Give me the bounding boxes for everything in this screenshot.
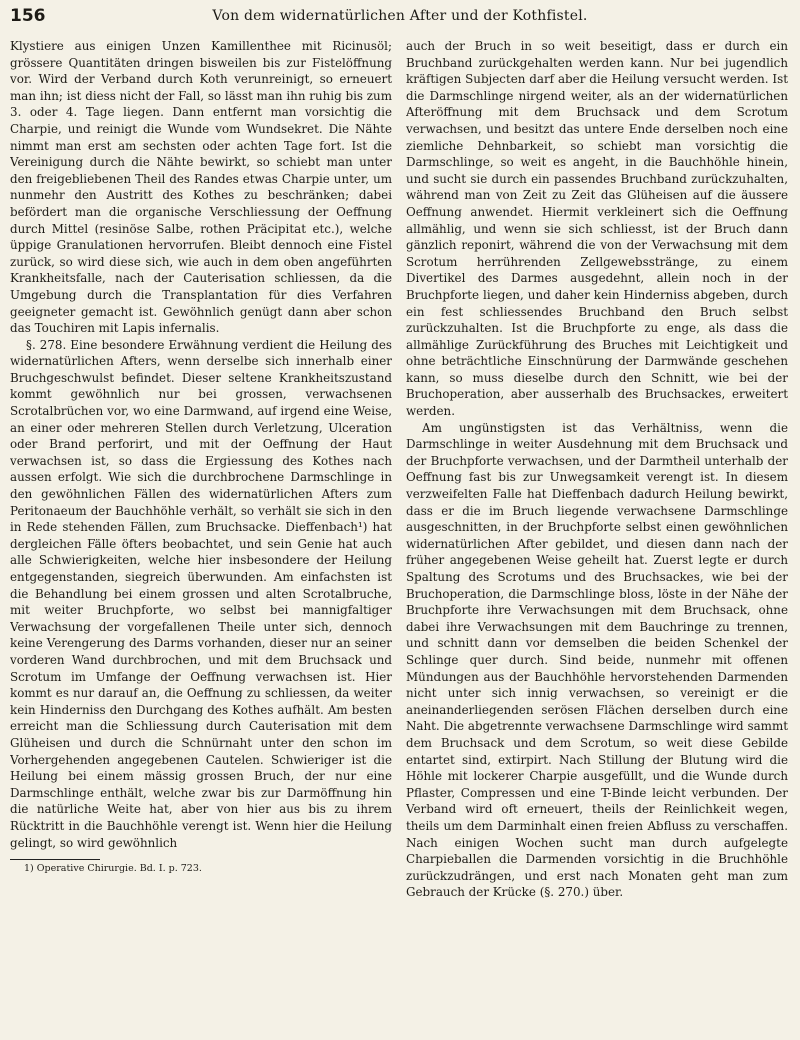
left-column xyxy=(10,38,392,1028)
paragraph: Am ungünstigsten ist das Verhältniss, wenn die Darmschlinge in weiter Ausdehnung mit dem Bruchsack und der Bruchpforte verwachsen, und der Darmtheil unterhalb der Oeffnung fast bis zur Unwegsamkeit verengt ist. In diesem verzweifelten Falle hat Dieffenbach dadurch Heilung bewirkt, dass er die im Bruch liegende verwachsene Darmschlinge ausgeschnitten, in der Bruchpforte selbst einen gewöhnlichen widernatürlichen After gebildet, und diesen dann nach der früher angegebenen Weise geheilt hat. Zuerst legte er durch Spaltung des Scrotums und des Bruchsackes, wie bei der Bruchoperation, die Darmschlinge bloss, löste in der Nähe der Bruchpforte ihre Verwachsungen mit dem Bruchsack, ohne dabei ihre Verwachsungen mit dem Bauchringe zu trennen, und schnitt dann vor demselben die beiden Schenkel der Schlinge quer durch. Sind beide, nunmehr mit offenen Mündungen aus der Bauchhöhle hervorstehenden Darmenden nicht unter sich innig verwachsen, so vereinigt er die aneinanderliegenden serösen Flächen derselben durch eine Naht. Die abgetrennte verwachsene Darmschlinge wird sammt dem Bruchsack und dem Scrotum, so weit diese Gebilde entartet sind, extirpirt. Nach Stillung der Blutung wird die Höhle mit lockerer Charpie ausgefüllt, und die Wunde durch Pflaster, Compressen und eine T-Binde leicht verbunden. Der Verband wird oft erneuert, theils der Reinlichkeit wegen, theils um dem Darminhalt einen freien Abfluss zu verschaffen. Nach einigen Wochen sucht man durch aufgelegte Charpieballen die Darmenden vorsichtig in die Bruchhöhle zurückzudrängen, und erst nach Monaten geht man zum Gebrauch der Krücke (§. 270.) über. xyxy=(406,420,788,900)
paragraph: §. 278. Eine besondere Erwähnung verdient die Heilung des widernatürlichen Afters, wenn derselbe sich innerhalb einer Bruchgeschwulst befindet. Dieser seltene Krankheitszustand kommt gewöhnlich nur bei grossen, verwachsenen Scrotalbrüchen vor, wo eine Darmwand, auf irgend eine Weise, an einer oder mehreren Stellen durch Verletzung, Ulceration oder Brand perforirt, und mit der Oeffnung der Haut verwachsen ist, so dass die Ergiessung des Kothes nach aussen erfolgt. Wie sich die durchbrochene Darmschlinge in den gewöhnlichen Fällen des widernatürlichen Afters zum Peritonaeum der Bauchhöhle verhält, so verhält sie sich in den in Rede stehenden Fällen, zum Bruchsacke. Dieffenbach¹) hat dergleichen Fälle öfters beobachtet, und sein Genie hat auch alle Schwierigkeiten, welche hier insbesondere der Heilung entgegenstanden, siegreich überwunden. Am einfachsten ist die Behandlung bei einem grossen und alten Scrotalbruche, mit weiter Bruchpforte, wo selbst bei mannigfaltiger Verwachsung der vorgefallenen Theile unter sich, dennoch keine Verengerung des Darms vorhanden, dieser nur an seiner vorderen Wand durchbrochen, und mit dem Bruchsack und Scrotum im Umfange der Oeffnung verwachsen ist. Hier kommt es nur darauf an, die Oeffnung zu schliessen, da weiter kein Hinderniss den Durchgang des Kothes aufhält. Am besten erreicht man die Schliessung durch Cauterisation mit dem Glüheisen und durch die Schnürnaht unter den schon im Vorhergehenden angegebenen Cautelen. Schwieriger ist die Heilung bei einem mässig grossen Bruch, der nur eine Darmschlinge enthält, welche zwar bis zur Darmöffnung hin die natürliche Weite hat, aber von hier aus bis zu ihrem Rücktritt in die Bauchhöhle verengt ist. Wenn hier die Heilung gelingt, so wird gewöhnlich xyxy=(10,337,392,850)
text-columns xyxy=(10,38,788,1028)
page-number: 156 xyxy=(10,6,46,26)
paragraph: Klystiere aus einigen Unzen Kamillenthee mit Ricinusöl; grössere Quantitäten dringen bisweilen bis zur Fistelöffnung vor. Wird der Verband durch Koth verunreinigt, so erneuert man ihn; ist diess nicht der Fall, so lässt man ihn ruhig bis zum 3. oder 4. Tage liegen. Dann entfernt man vorsichtig die Charpie, und reinigt die Wunde vom Wundsekret. Die Nähte nimmt man erst am sechsten oder achten Tage fort. Ist die Vereinigung durch die Nähte bewirkt, so schiebt man unter den freigebliebenen Theil des Randes etwas Charpie unter, um nunmehr den Austritt des Kothes zu beschränken; dabei befördert man die organische Verschliessung der Oeffnung durch Mittel (resinöse Salbe, rothen Präcipitat etc.), welche üppige Granulationen hervorrufen. Bleibt dennoch eine Fistel zurück, so wird diese sich, wie auch in dem oben angeführten Krankheitsfalle, nach der Cauterisation schliessen, da die Umgebung durch die Transplantation für dies Verfahren geeigneter gemacht ist. Gewöhnlich genügt dann aber schon das Touchiren mit Lapis infernalis. xyxy=(10,39,392,336)
right-column xyxy=(406,38,788,1028)
running-title: Von dem widernatürlichen After und der Kothfistel. xyxy=(212,8,588,24)
footnote-rule xyxy=(10,859,100,860)
footnote: 1) Operative Chirurgie. Bd. I. p. 723. xyxy=(24,863,202,875)
paragraph: auch der Bruch in so weit beseitigt, dass er durch ein Bruchband zurückgehalten werden kann. Nur bei jugendlich kräftigen Subjecten darf aber die Heilung versucht werden. Ist die Darmschlinge nirgend weiter, als an der widernatürlichen Afteröffnung mit dem Bruchsack und dem Scrotum verwachsen, und besitzt das untere Ende derselben noch eine ziemliche Dehnbarkeit, so schiebt man vorsichtig die Darmschlinge, so weit es angeht, in die Bauchhöhle hinein, und sucht sie durch ein passendes Bruchband zurückzuhalten, während man von Zeit zu Zeit das Glüheisen auf die äussere Oeffnung anwendet. Hiermit verkleinert sich die Oeffnung allmählig, und wenn sie sich schliesst, ist der Bruch dann gänzlich reponirt, während die von der Verwachsung mit dem Scrotum herrührenden Zellgewebsstränge, zu einem Divertikel des Darmes ausgedehnt, allein noch in der Bruchpforte liegen, und daher kein Hinderniss abgeben, durch ein fest schliessendes Bruchband den Bruch selbst zurückzuhalten. Ist die Bruchpforte zu enge, als dass die allmählige Zurückführung des Bruches mit Leichtigkeit und ohne beträchtliche Einschnürung der Darmwände geschehen kann, so muss dieselbe durch den Schnitt, wie bei der Bruchoperation, aber ausserhalb des Bruchsackes, erweitert werden. xyxy=(406,39,788,419)
